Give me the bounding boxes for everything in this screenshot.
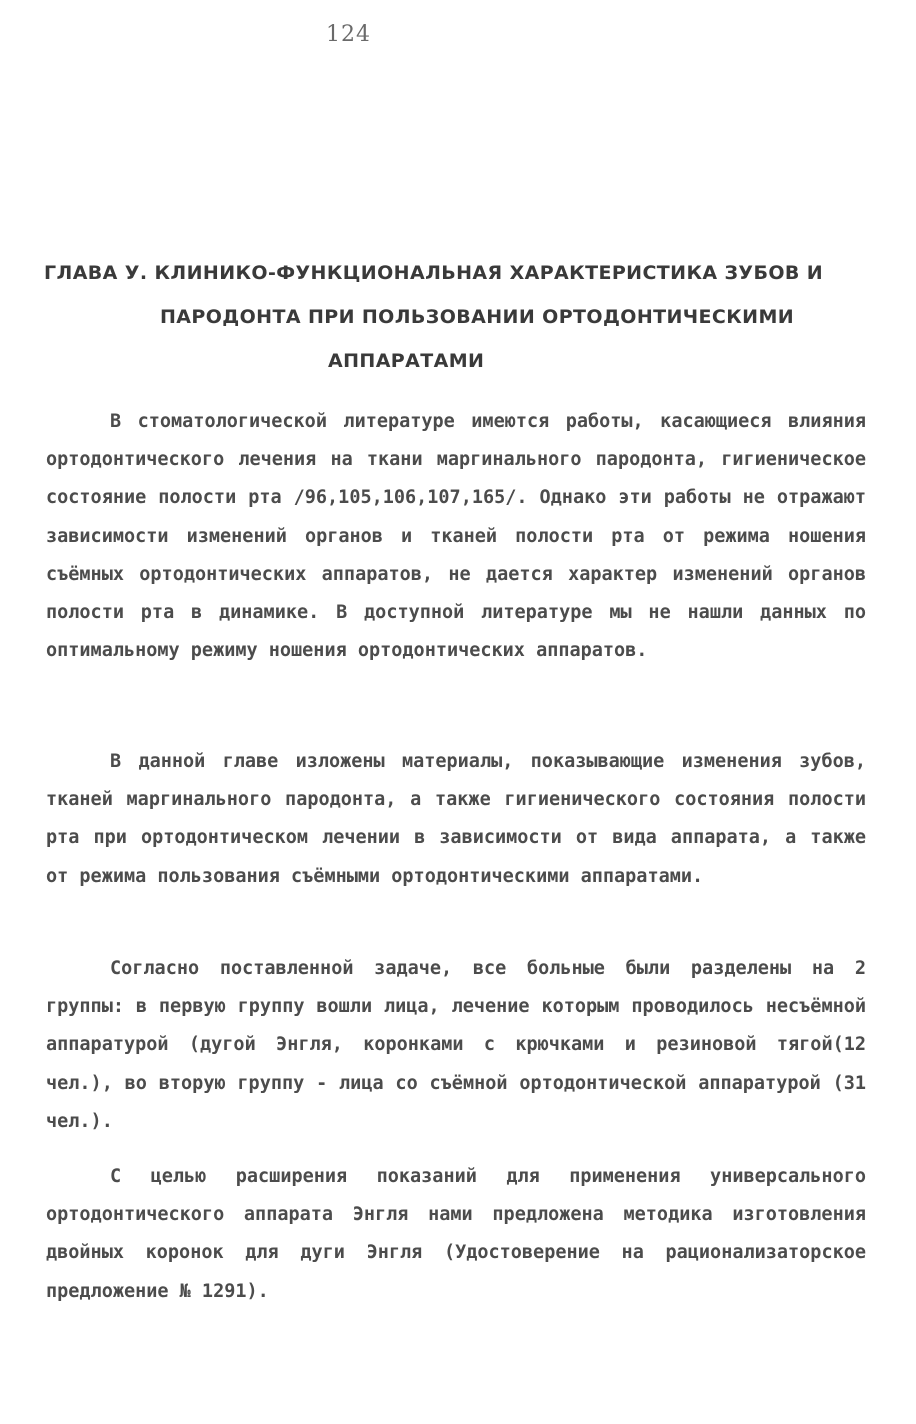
paragraph: С целью расширения показаний для применения универсального ортодонтического аппарата Энгля нами предложена методика изготовления двойных коронок для дуги Энгля (Удостоверение на рационализаторское предложение № 1291). (46, 1166, 866, 1302)
chapter-title-line-2: ПАРОДОНТА ПРИ ПОЛЬЗОВАНИИ ОРТОДОНТИЧЕСКИМИ (160, 306, 795, 328)
paragraph-block-2 (46, 743, 866, 896)
paragraph: Согласно поставленной задаче, все больные были разделены на 2 группы: в первую группу вошли лица, лечение которым проводилось несъёмной аппаратурой (дугой Энгля, коронками с крючками и резиновой тягой(12 чел.), во вторую группу - лица со съёмной ортодонтической аппаратурой (31 чел.). (46, 958, 866, 1132)
chapter-title-line-1: ГЛАВА У. КЛИНИКО-ФУНКЦИОНАЛЬНАЯ ХАРАКТЕРИСТИКА ЗУБОВ И (44, 262, 824, 284)
paragraph: В стоматологической литературе имеются работы, касающиеся влияния ортодонтического лечения на ткани маргинального пародонта, гигиеническое состояние полости рта /96,105,106,107,165/. Однако эти работы не отражают зависимости изменений органов и тканей полости рта от режима ношения съёмных ортодонтических аппаратов, не дается характер изменений органов полости рта в динамике. В доступной литературе мы не нашли данных по оптимальному режиму ношения ортодонтических аппаратов. (46, 411, 866, 662)
paragraph-block-3 (46, 950, 866, 1141)
page-number: 124 (326, 22, 371, 47)
paragraph: В данной главе изложены материалы, показывающие изменения зубов, тканей маргинального пародонта, а также гигиенического состояния полости рта при ортодонтическом лечении в зависимости от вида аппарата, а также от режима пользования съёмными ортодонтическими аппаратами. (46, 751, 866, 887)
paragraph-block-4 (46, 1158, 866, 1311)
chapter-title-line-3: АППАРАТАМИ (328, 350, 485, 372)
paragraph-block-1 (46, 403, 866, 670)
